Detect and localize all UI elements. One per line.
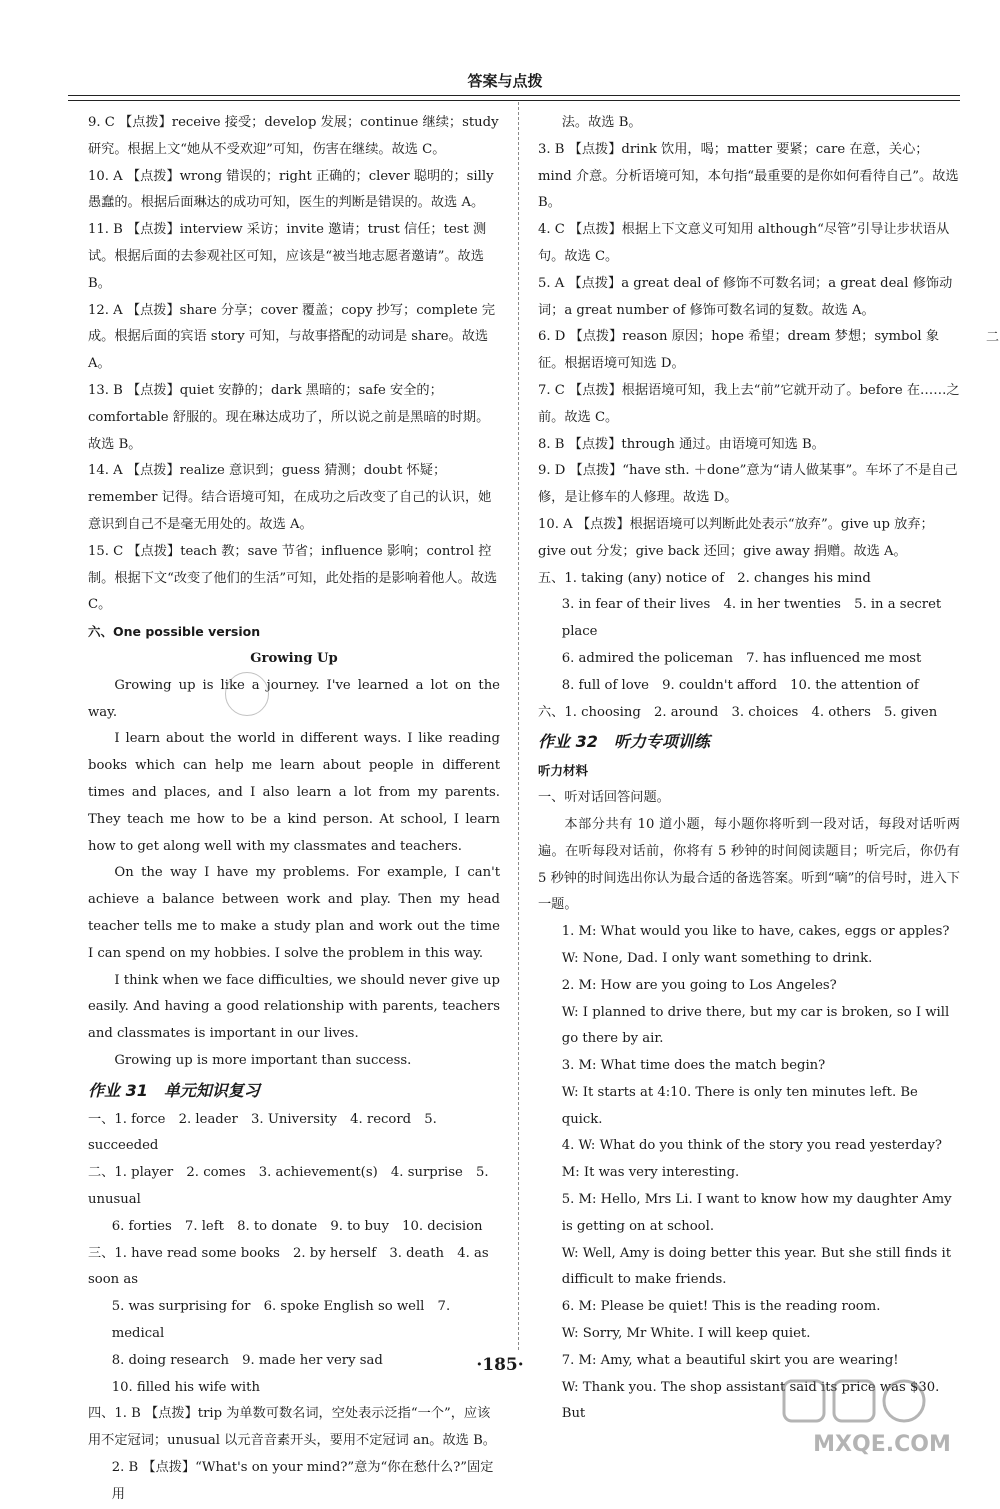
right-column-line: 听力材料 — [538, 763, 589, 779]
left-column-line: I think when we face difficulties, we should never give up easily. And having a good relationship with parents, teachers and classmates is important in our lives. — [88, 972, 500, 1042]
right-column-line: 7. C 【点拨】根据语境可知，我上去“前”它就开动了。before 在……之前。故选 C。 — [538, 382, 960, 425]
left-column-line: 2. B 【点拨】“What's on your mind?”意为“你在愁什么?”固定用 — [111, 1460, 494, 1502]
watermark-logo — [782, 1377, 982, 1459]
left-column-line: 8. doing research 9. made her very sad — [111, 1352, 383, 1368]
header-rule — [68, 95, 960, 96]
right-column-line: 8. full of love 9. couldn't afford 10. the attention of — [561, 677, 919, 693]
right-column-line: 5. M: Hello, Mrs Li. I want to know how my daughter Amy is getting on at school. — [561, 1192, 952, 1234]
right-column-line: W: Thank you. The shop assistant said its price was $30. But — [561, 1379, 940, 1422]
right-column-line: 五、1. taking (any) notice of 2. changes his mind — [538, 570, 871, 586]
right-column — [538, 110, 960, 1428]
right-column-line: 1. M: What would you like to have, cakes, eggs or apples? — [561, 924, 950, 940]
left-column-line: 三、1. have read some books 2. by herself 3. death 4. as soon as — [88, 1245, 489, 1288]
left-column-line: 六、One possible version — [88, 624, 261, 640]
right-column-line: 作业 32 听力专项训练 — [538, 732, 710, 752]
left-column-line: 14. A 【点拨】realize 意识到；guess 猜测；doubt 怀疑；remember 记得。结合语境可知，在成功之后改变了自己的认识，她意识到自己不是毫无用处的。故选 A。 — [88, 463, 492, 532]
right-column-line: 10. A 【点拨】根据语境可以判断此处表示“放弃”。give up 放弃；give out 分发；give back 还回；give away 捐赠。故选 A。 — [538, 516, 934, 559]
right-column-line: 3. in fear of their lives 4. in her twenties 5. in a secret place — [561, 597, 942, 640]
left-column-line: 15. C 【点拨】teach 教；save 节省；influence 影响；control 控制。根据下文“改变了他们的生活”可知，此处指的是影响着他人。故选 C。 — [88, 543, 498, 613]
watermark-text: MXQE.COM — [813, 1432, 951, 1457]
left-column-line: Growing up is like a journey. I've learned a lot on the way. — [88, 677, 500, 720]
right-column-line: 5. A 【点拨】a great deal of 修饰不可数名词；a great deal 修饰动词；a great number of 修饰可数名词的复数。故选 A。 — [538, 275, 953, 318]
left-column-line: 12. A 【点拨】share 分享；cover 覆盖；copy 抄写；complete 完成。根据后面的宾语 story 可知，与故事搭配的动词是 share。故选 A。 — [88, 302, 496, 372]
margin-mark: 二 — [986, 330, 1000, 345]
left-column-line: 一、1. force 2. leader 3. University 4. record 5. succeeded — [88, 1111, 437, 1154]
right-column-line: M: It was very interesting. — [561, 1165, 740, 1181]
left-column-line: Growing Up — [250, 650, 338, 666]
stamp-mark — [225, 672, 269, 716]
left-column-line: On the way I have my problems. For example, I can't achieve a balance between work and play. Then my head teacher tells me to make a study plan and work out the time I can spend on my hobbies. I solve the problem in this way. — [88, 865, 500, 961]
right-column-line: 法。故选 B。 — [561, 115, 642, 130]
right-column-line: 6. M: Please be quiet! This is the reading room. — [561, 1299, 881, 1315]
page-header-title: 答案与点拨 — [467, 72, 543, 90]
right-column-line: 本部分共有 10 道小题，每小题你将听到一段对话，每段对话听两遍。在听每段对话前，你将有 5 秒钟的时间阅读题目；听完后，你仍有 5 秒钟的时间选出你认为最合适的备选答案。听到“嘀”的信号时，进入下一题。 — [538, 816, 960, 913]
right-column-line: 一、听对话回答问题。 — [538, 790, 670, 806]
left-column-line: 10. A 【点拨】wrong 错误的；right 正确的；clever 聪明的；silly 愚蠢的。根据后面琳达的成功可知，医生的判断是错误的。故选 A。 — [88, 168, 494, 211]
right-column-line: 8. B 【点拨】through 通过。由语境可知选 B。 — [538, 436, 825, 452]
left-column-line: 6. forties 7. left 8. to donate 9. to buy 10. decision — [111, 1218, 483, 1234]
right-column-line: W: It starts at 4:10. There is only ten minutes left. Be quick. — [561, 1084, 918, 1127]
left-column-line: 二、1. player 2. comes 3. achievement(s) 4. surprise 5. unusual — [88, 1165, 489, 1208]
right-column-line: 3. B 【点拨】drink 饮用，喝；matter 要紧；care 在意，关心；mind 介意。分析语境可知，本句指“最重要的是你如何看待自己”。故选 B。 — [538, 141, 959, 211]
left-column-line: 9. C 【点拨】receive 接受；develop 发展；continue 继续；study 研究。根据上文“她从不受欢迎”可知，伤害在继续。故选 C。 — [88, 115, 499, 157]
right-column-line: 4. C 【点拨】根据上下文意义可知用 although“尽管”引导让步状语从句。故选 C。 — [538, 222, 950, 264]
left-column-line: 四、1. B 【点拨】trip 为单数可数名词，空处表示泛指“一个”，应该用不定冠词；unusual 以元音音素开头，要用不定冠词 an。故选 B。 — [88, 1406, 496, 1449]
header-rule-thin — [68, 100, 960, 101]
left-column-line: 10. filled his wife with — [111, 1379, 260, 1395]
left-column — [88, 110, 500, 1509]
right-column-line: 6. D 【点拨】reason 原因；hope 希望；dream 梦想；symbol 象征。根据语境可知选 D。 — [538, 329, 940, 372]
left-column-line: 作业 31 单元知识复习 — [88, 1080, 260, 1100]
right-column-line: W: None, Dad. I only want something to drink. — [561, 950, 873, 966]
right-column-line: 9. D 【点拨】“have sth. ＋done”意为“请人做某事”。车坏了不是自己修，是让修车的人修理。故选 D。 — [538, 463, 958, 506]
left-column-line: 13. B 【点拨】quiet 安静的；dark 黑暗的；safe 安全的；comfortable 舒服的。现在琳达成功了，所以说之前是黑暗的时期。故选 B。 — [88, 382, 490, 452]
right-column-line: 2. M: How are you going to Los Angeles? — [561, 977, 837, 993]
left-column-line: 5. was surprising for 6. spoke English so well 7. medical — [111, 1299, 451, 1342]
right-column-line: 6. admired the policeman 7. has influenced me most — [561, 650, 922, 666]
right-column-line: W: I planned to drive there, but my car is broken, so I will go there by air. — [561, 1004, 950, 1047]
page-number: ·185· — [476, 1355, 524, 1375]
left-column-line: 11. B 【点拨】interview 采访；invite 邀请；trust 信任；test 测试。根据后面的去参观社区可知，应该是“被当地志愿者邀请”。故选 B。 — [88, 222, 487, 291]
left-column-line: I learn about the world in different ways. I like reading books which can help me learn about people in different times and places, and I also learn a lot from my parents. They teach me how to be a kind person. At school, I learn how to get along well with my classmates and teachers. — [88, 731, 500, 854]
right-column-line: 3. M: What time does the match begin? — [561, 1058, 826, 1074]
right-column-line: 7. M: Amy, what a beautiful skirt you are wearing! — [561, 1352, 899, 1368]
right-column-line: W: Well, Amy is doing better this year. But she still finds it difficult to make friends. — [561, 1245, 951, 1288]
column-divider — [518, 102, 519, 1350]
right-column-line: 六、1. choosing 2. around 3. choices 4. others 5. given — [538, 704, 938, 720]
right-column-line: 4. W: What do you think of the story you read yesterday? — [561, 1138, 942, 1154]
right-column-line: W: Sorry, Mr White. I will keep quiet. — [561, 1326, 811, 1342]
left-column-line: Growing up is more important than success. — [114, 1052, 412, 1068]
